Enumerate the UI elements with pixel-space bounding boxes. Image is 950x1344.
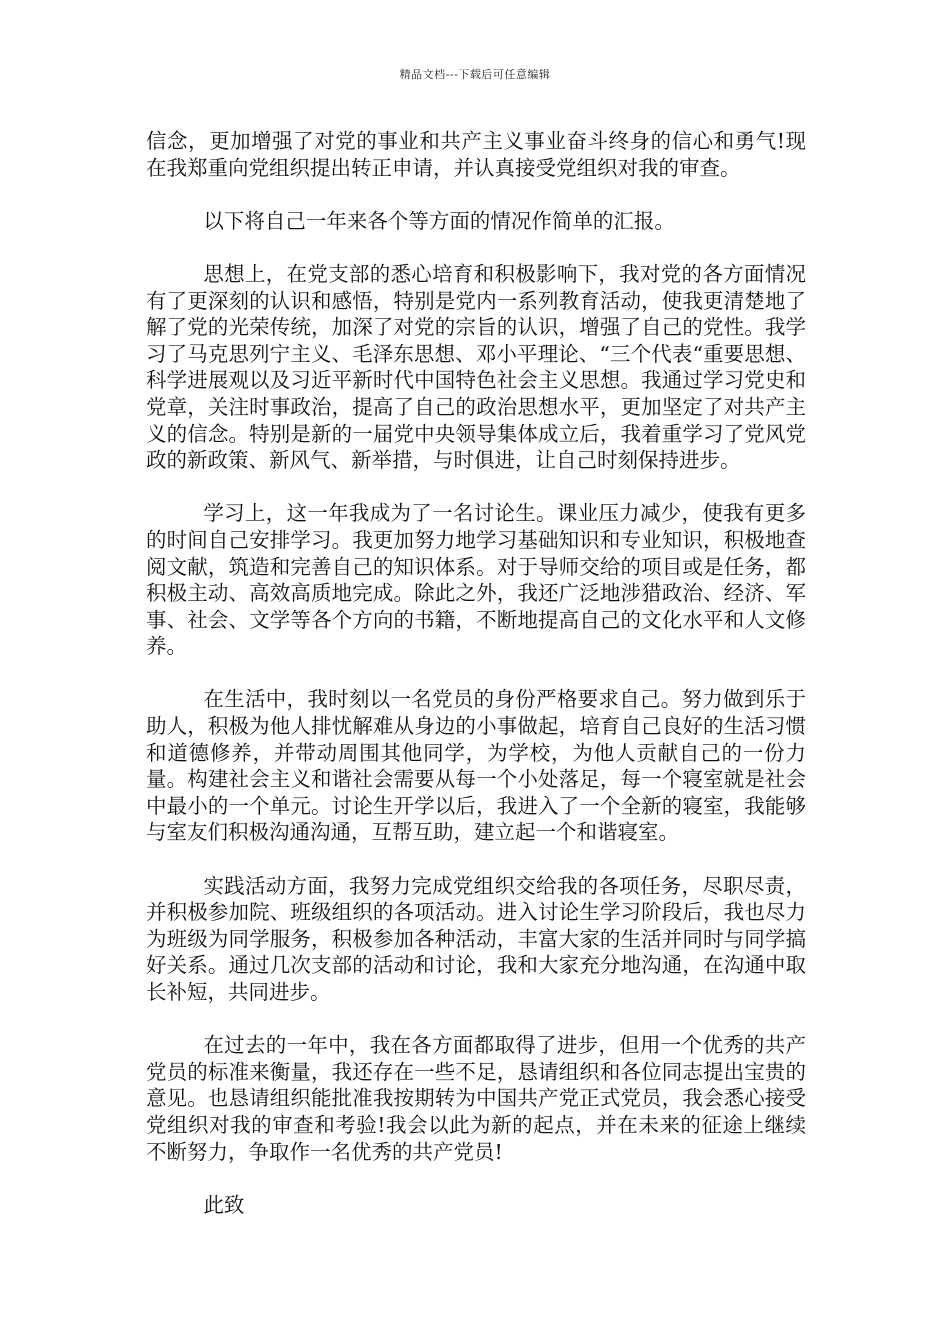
paragraph-conclusion: 在过去的一年中，我在各方面都取得了进步，但用一个优秀的共产党员的标准来衡量，我还存在一些不足，恳请组织和各位同志提出宝贵的意见。也恳请组织能批准我按期转为中国共产党正式党员，我会悉心接受党组织对我的审查和考验!我会以此为新的起点，并在未来的征途上继续不断努力，争取作一名优秀的共产党员! [146,1033,806,1164]
page-header: 精品文档---下载后可任意编辑 [399,68,551,81]
paragraph-practice: 实践活动方面，我努力完成党组织交给我的各项任务，尽职尽责，并积极参加院、班级组织的各项活动。进入讨论生学习阶段后，我也尽力为班级为同学服务，积极参加各种活动，丰富大家的生活并同时与同学搞好关系。通过几次支部的活动和讨论，我和大家充分地沟通，在沟通中取长补短，共同进步。 [146,873,806,1004]
paragraph-closing: 此致 [203,1192,245,1217]
paragraph-life: 在生活中，我时刻以一名党员的身份严格要求自己。努力做到乐于助人，积极为他人排忧解难从身边的小事做起，培育自己良好的生活习惯和道德修养，并带动周围其他同学，为学校，为他人贡献自己的一份力量。构建社会主义和谐社会需要从每一个小处落足，每一个寝室就是社会中最小的一个单元。讨论生开学以后，我进入了一个全新的寝室，我能够与室友们积极沟通沟通，互帮互助，建立起一个和谐寝室。 [146,687,806,845]
paragraph-continuation: 信念，更加增强了对党的事业和共产主义事业奋斗终身的信心和勇气!现在我郑重向党组织提出转正申请，并认真接受党组织对我的审查。 [146,129,806,180]
paragraph-intro: 以下将自己一年来各个等方面的情况作简单的汇报。 [203,208,675,233]
paragraph-ideology: 思想上，在党支部的悉心培育和积极影响下，我对党的各方面情况有了更深刻的认识和感悟，特别是党内一系列教育活动，使我更清楚地了解了党的光荣传统，加深了对党的宗旨的认识，增强了自己的党性。我学习了马克思列宁主义、毛泽东思想、邓小平理论、“三个代表“重要思想、科学进展观以及习近平新时代中国特色社会主义思想。我通过学习党史和党章，关注时事政治，提高了自己的政治思想水平，更加坚定了对共产主义的信念。特别是新的一届党中央领导集体成立后，我着重学习了党风党政的新政策、新风气、新举措，与时俱进，让自己时刻保持进步。 [146,261,806,473]
paragraph-study: 学习上，这一年我成为了一名讨论生。课业压力减少，使我有更多的时间自己安排学习。我更加努力地学习基础知识和专业知识，积极地查阅文献，筑造和完善自己的知识体系。对于导师交给的项目或是任务，都积极主动、高效高质地完成。除此之外，我还广泛地涉猎政治、经济、军事、社会、文学等各个方向的书籍，不断地提高自己的文化水平和人文修养。 [146,501,806,659]
document-body [146,128,806,1245]
